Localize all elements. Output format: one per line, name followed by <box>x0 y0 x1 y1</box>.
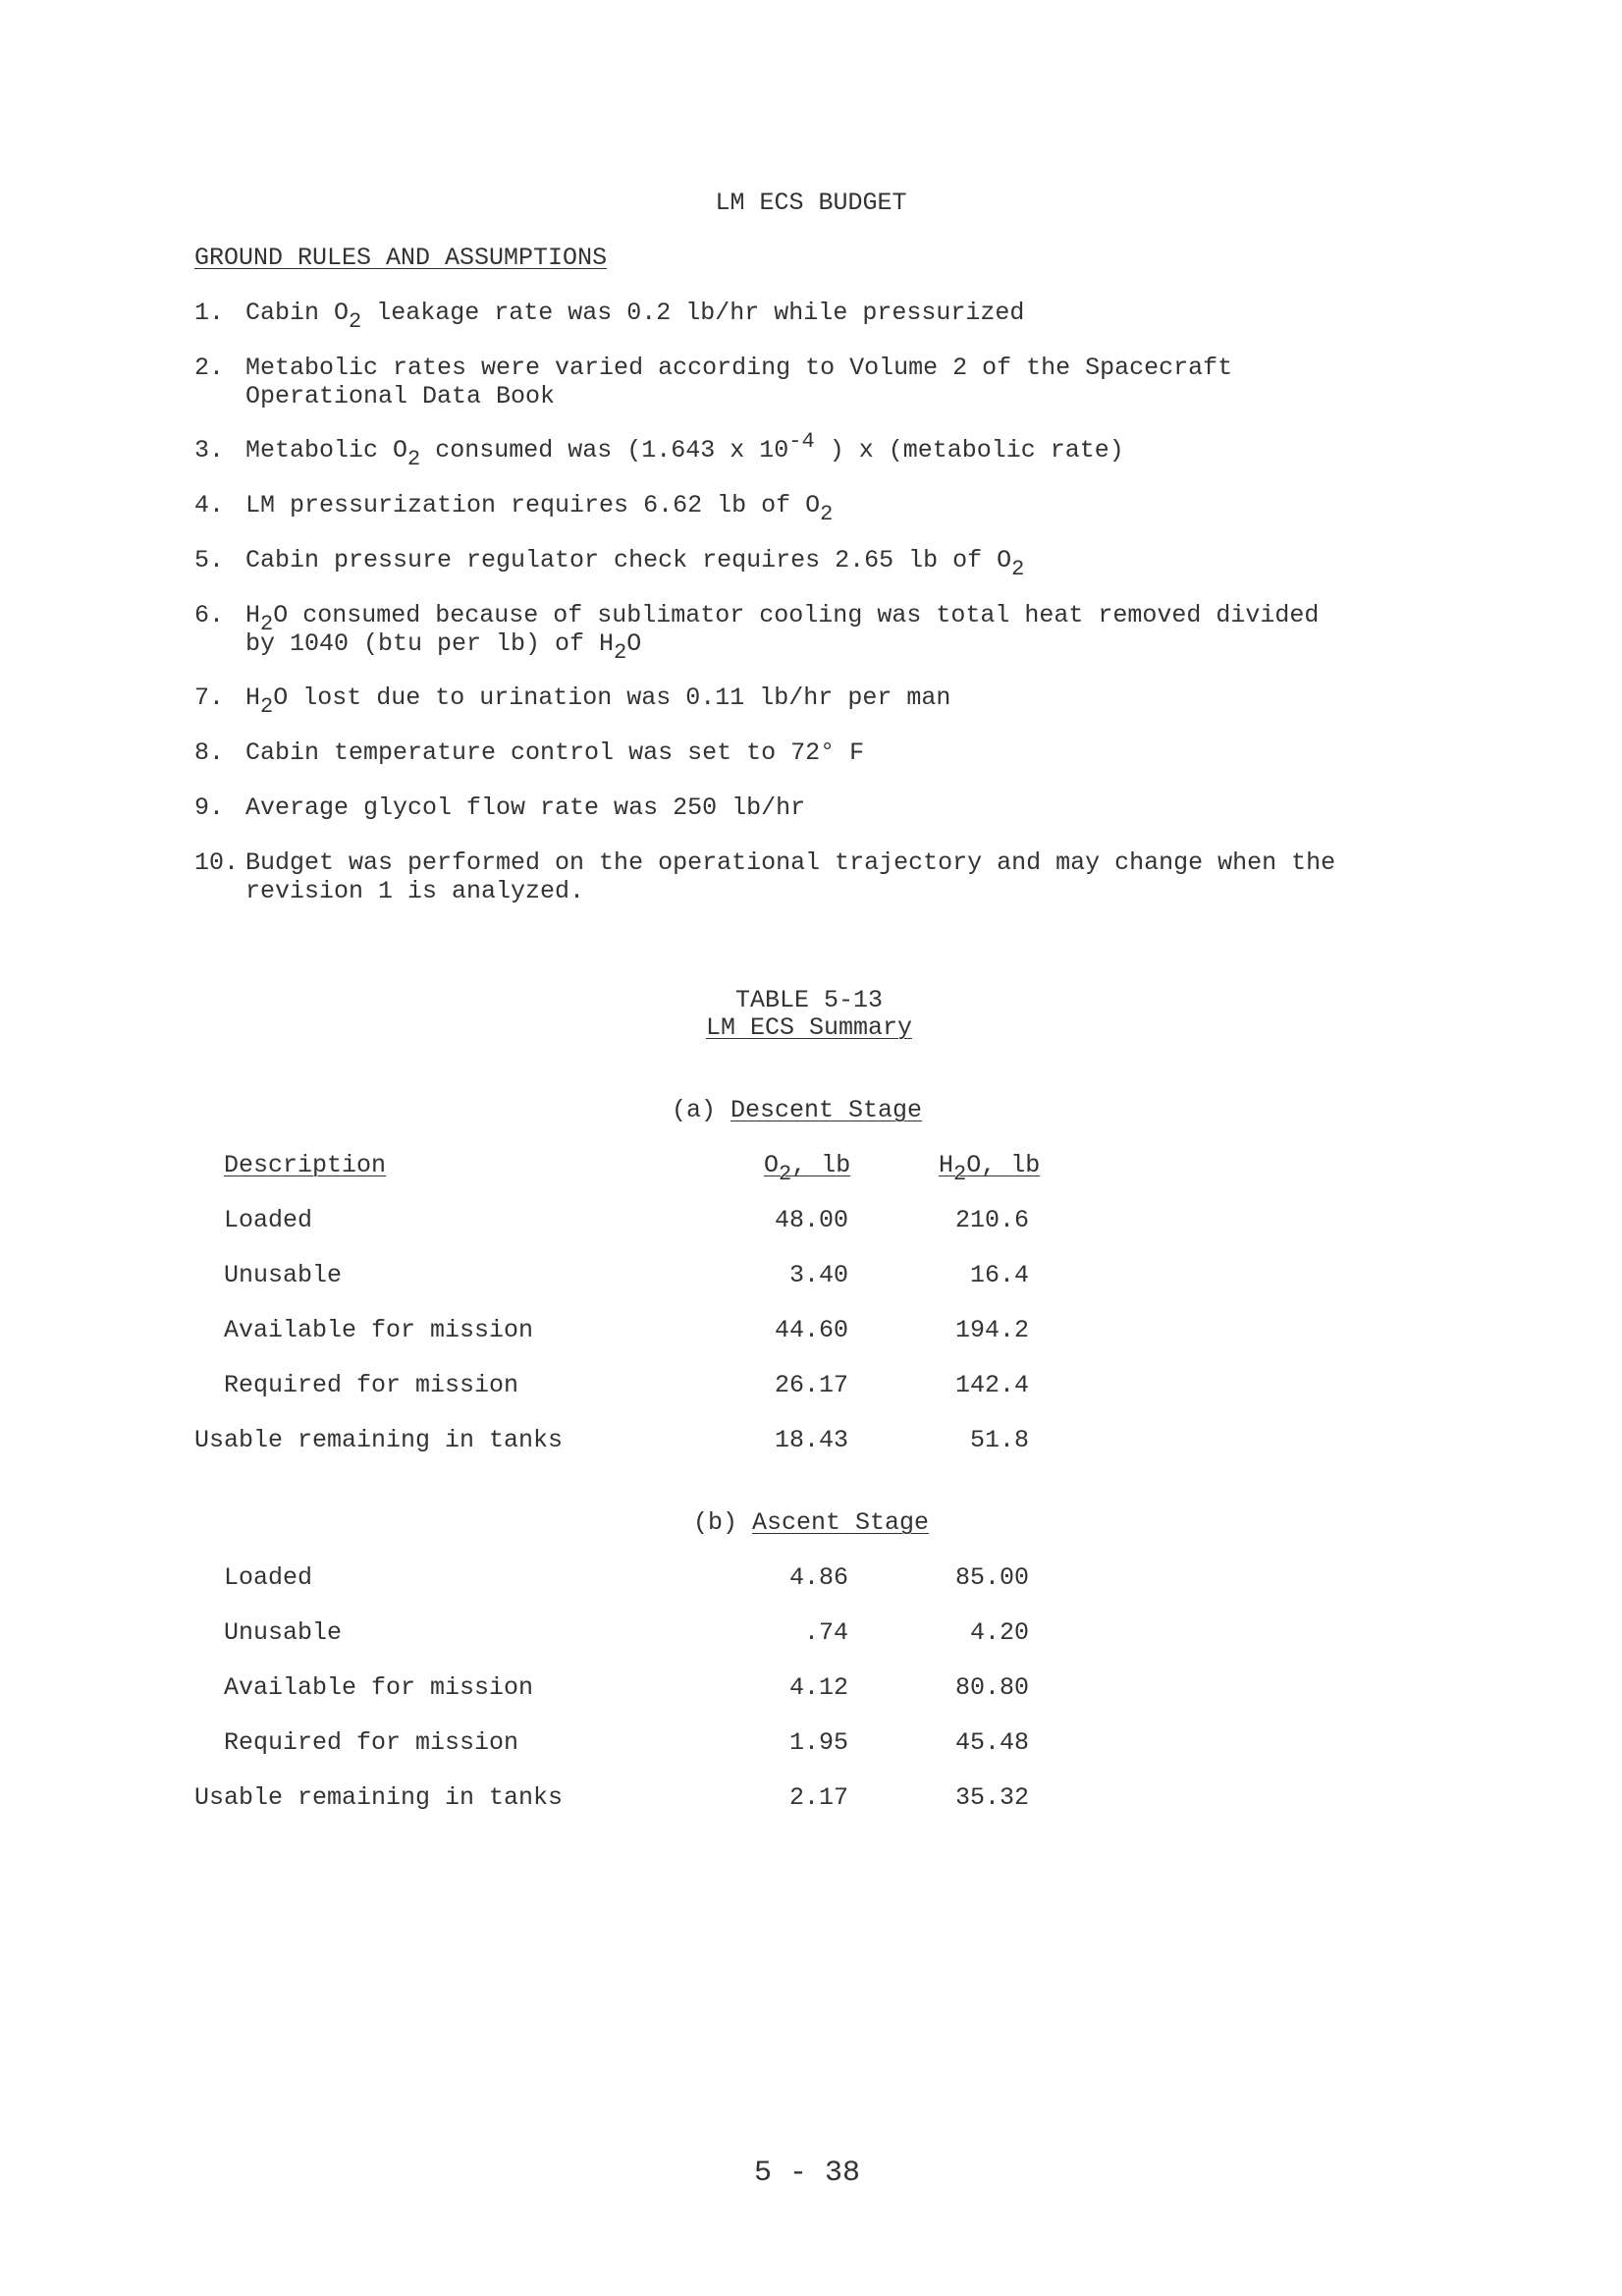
table-row-label: Loaded <box>224 1206 313 1234</box>
table-row-label: Available for mission <box>224 1316 534 1344</box>
table-cell-o2: .74 <box>803 1618 848 1647</box>
table-cell-h2o: 51.8 <box>969 1426 1029 1454</box>
table-row-label: Usable remaining in tanks <box>194 1426 564 1454</box>
list-item: Budget was performed on the operational trajectory and may change when the revision 1 is analyzed. <box>245 848 1336 905</box>
list-item-number: 6. <box>194 601 225 629</box>
section-subtitle-descent: (a) Descent Stage <box>672 1096 923 1124</box>
table-row-label: Available for mission <box>224 1673 534 1702</box>
table-cell-o2: 4.86 <box>788 1563 848 1592</box>
table-cell-h2o: 210.6 <box>954 1206 1029 1234</box>
table-cell-o2: 18.43 <box>774 1426 848 1454</box>
table-cell-h2o: 4.20 <box>969 1618 1029 1647</box>
list-item: Cabin $O_2$ leakage rate was 0.2 lb/hr while pressurized <box>245 299 1025 334</box>
section-heading: GROUND RULES AND ASSUMPTIONS <box>194 244 608 272</box>
table-cell-h2o: 16.4 <box>969 1261 1029 1289</box>
list-item-number: 8. <box>194 738 225 767</box>
table-cell-h2o: 85.00 <box>954 1563 1029 1592</box>
table-cell-h2o: 35.32 <box>954 1783 1029 1812</box>
list-item-number: 10. <box>194 848 240 877</box>
list-item-number: 2. <box>194 354 225 382</box>
table-row-label: Required for mission <box>224 1728 519 1757</box>
table-row-label: Usable remaining in tanks <box>194 1783 564 1812</box>
table-cell-o2: 2.17 <box>788 1783 848 1812</box>
table-row-label: Required for mission <box>224 1371 519 1399</box>
list-item-number: 4. <box>194 491 225 519</box>
list-item: $H_2O$ consumed because of sublimator cooling was total heat removed divided by 1040 (btu per lb) of $H_2O$ <box>245 601 1320 665</box>
table-number: TABLE 5-13 <box>734 986 884 1014</box>
table-row-label: Loaded <box>224 1563 313 1592</box>
page-title: LM ECS BUDGET <box>715 189 907 217</box>
table-cell-h2o: 80.80 <box>954 1673 1029 1702</box>
list-item: Cabin temperature control was set to 72° F <box>245 738 865 767</box>
list-item: Metabolic rates were varied according to Volume 2 of the Spacecraft Operational Data Book <box>245 354 1233 410</box>
list-item-number: 7. <box>194 683 225 712</box>
table-row-label: Unusable <box>224 1261 343 1289</box>
column-header-h2o: $H_2O$, lb <box>939 1151 1041 1186</box>
section-subtitle-ascent: (b) Ascent Stage <box>693 1508 930 1537</box>
list-item: $H_2O$ lost due to urination was 0.11 lb/hr per man <box>245 683 951 719</box>
table-cell-o2: 44.60 <box>774 1316 848 1344</box>
column-header-o2: $O_2$, lb <box>764 1151 851 1186</box>
list-item-number: 1. <box>194 299 225 327</box>
table-cell-o2: 3.40 <box>788 1261 848 1289</box>
table-cell-h2o: 142.4 <box>954 1371 1029 1399</box>
column-header-description: Description <box>224 1151 387 1179</box>
page-number: 5 - 38 <box>753 2157 861 2190</box>
list-item: Metabolic $O_2$ consumed was (1.643 x $10^{-4}$ ) x (metabolic rate) <box>245 429 1124 471</box>
table-cell-o2: 26.17 <box>774 1371 848 1399</box>
list-item: Cabin pressure regulator check requires 2.65 lb of $O_2$ <box>245 546 1025 581</box>
list-item: LM pressurization requires 6.62 lb of $O_2$ <box>245 491 834 526</box>
table-cell-o2: 1.95 <box>788 1728 848 1757</box>
list-item-number: 5. <box>194 546 225 574</box>
list-item-number: 9. <box>194 793 225 822</box>
table-row-label: Unusable <box>224 1618 343 1647</box>
list-item: Average glycol flow rate was 250 lb/hr <box>245 793 806 822</box>
table-cell-o2: 4.12 <box>788 1673 848 1702</box>
table-cell-h2o: 45.48 <box>954 1728 1029 1757</box>
table-cell-h2o: 194.2 <box>954 1316 1029 1344</box>
table-title: LM ECS Summary <box>705 1013 913 1042</box>
list-item-number: 3. <box>194 436 225 465</box>
table-cell-o2: 48.00 <box>774 1206 848 1234</box>
